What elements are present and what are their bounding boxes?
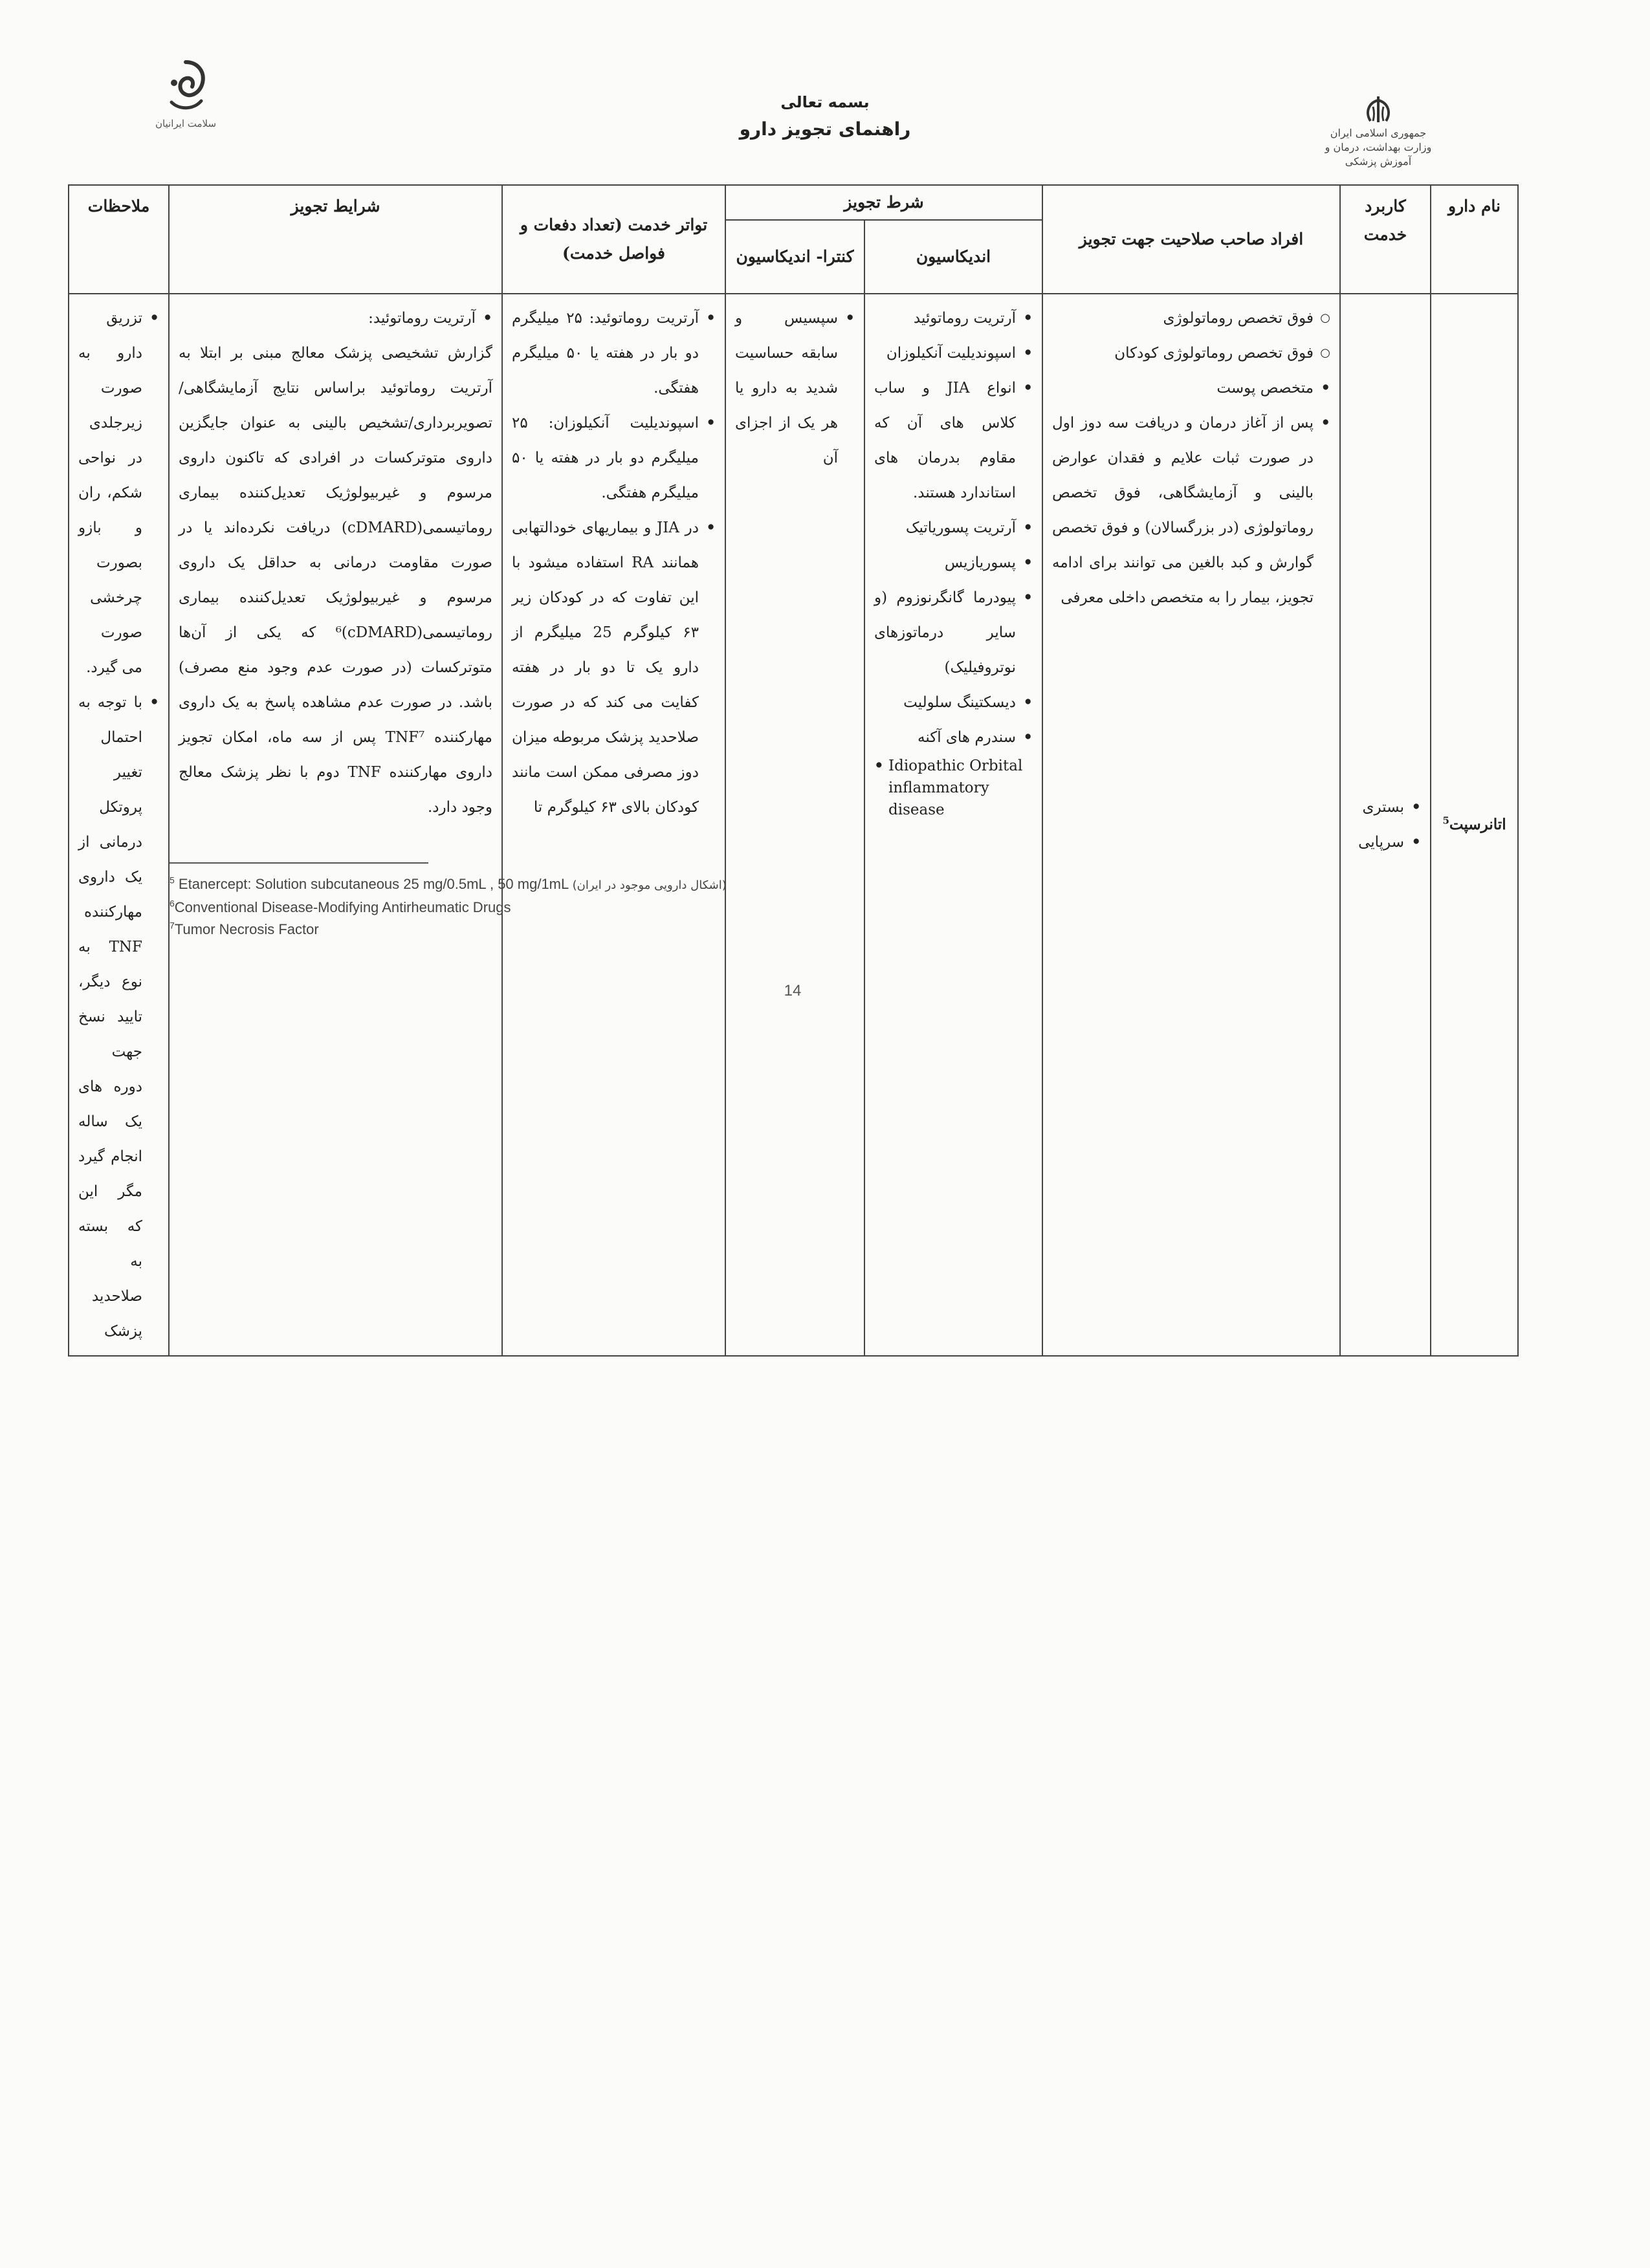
drug-name: اتانرسپت (1449, 816, 1506, 833)
prescriber-item: ○ فوق تخصص روماتولوژی کودکان (1052, 336, 1330, 371)
conditions-cell (169, 294, 502, 1356)
indication-cell (864, 294, 1042, 1356)
indication-item-english: • Idiopathic Orbital inflammatory disease (874, 755, 1033, 821)
prescribers-cell (1042, 294, 1340, 1356)
prescriber-item: • پس از آغاز درمان و دریافت سه دوز اول در صورت ثبات علایم و فقدان عوارض بالینی و آزمایشگاهی، فوق تخصص روماتولوژی (در بزرگسالان) و فوق تخصص گوارش و کبد بالغین می توانند برای ادامه تجویز، بیمار را به متخصص داخلی معرفی (1052, 406, 1330, 615)
header-bismillah: بسمه تعالی (780, 93, 870, 111)
footnote-number: 6 (170, 898, 175, 909)
frequency-item: • اسپوندیلیت آنکیلوزان: ۲۵ میلیگرم دو بار در هفته یا ۵۰ میلیگرم هفتگی. (512, 406, 716, 510)
footnote-suffix: (اشکال دارویی موجود در ایران) (572, 878, 727, 892)
contraindication-item: • سپسیس و سابقه حساسیت شدید به دارو یا هر یک از اجزای آن (735, 301, 855, 475)
right-logo-caption-1: جمهوری اسلامی ایران (1330, 127, 1427, 139)
conditions-title: • آرتریت روماتوئید: (179, 301, 492, 336)
notes-cell (69, 294, 169, 1356)
conditions-text: گزارش تشخیصی پزشک معالج مبنی بر ابتلا به آرتریت روماتوئید براساس نتایج آزمایشگاهی/تصویربرداری/تشخیص بالینی به عنوان جایگزین داروی متوترکسات در افرادی که تاکنون داروی مرسوم و غیربیولوژیک تعدیل‌کننده بیماری روماتیسمی(cDMARD) دریافت نکرده‌اند یا در صورت مقاومت درمانی به حداقل یک داروی مرسوم و غیربیولوژیک تعدیل‌کننده بیماری روماتیسمی(cDMARD)⁶ که یکی از آن‌ها متوترکسات (در صورت عدم وجود منع مصرف) باشد. در صورت عدم مشاهده پاسخ به یک داروی مهارکننده TNF⁷ پس از سه ماه، امکان تجویز داروی مهارکننده TNF دوم با نظر پزشک معالج وجود دارد. (179, 345, 492, 816)
header-drug-name: نام دارو (1431, 185, 1518, 294)
service-use-item: • بستری (1350, 790, 1421, 825)
footnote-item (170, 897, 1075, 919)
footnote-separator (170, 862, 428, 864)
drug-name-cell (1431, 294, 1518, 1356)
indication-item: • پیودرما گانگرنوزوم (و سایر درماتوزهای نوتروفیلیک) (874, 580, 1033, 685)
prescriber-item: • متخصص پوست (1052, 371, 1330, 406)
indication-item: • دیسکتینگ سلولیت (874, 685, 1033, 720)
indication-item: • انواع JIA و ساب کلاس های آن که مقاوم بدرمان های استاندارد هستند. (874, 371, 1033, 510)
indication-item: • سندرم های آکنه (874, 720, 1033, 755)
footnote-text: Tumor Necrosis Factor (174, 921, 319, 937)
table-header-row (69, 185, 1518, 220)
frequency-cell (502, 294, 725, 1356)
footnote-text: Conventional Disease-Modifying Antirheumatic Drugs (174, 899, 511, 915)
indication-item: • پسوریازیس (874, 545, 1033, 580)
page-number: 14 (784, 982, 802, 999)
header-conditions: شرایط تجویز (169, 185, 502, 294)
footnote-number: 5 (170, 875, 175, 886)
left-logo-caption: سلامت ایرانیان (155, 118, 217, 129)
frequency-item: • آرتریت روماتوئید: ۲۵ میلیگرم دو بار در هفته یا ۵۰ میلیگرم هفتگی. (512, 301, 716, 406)
header-contraindication: کنترا- اندیکاسیون (725, 220, 864, 294)
service-use-item: • سرپایی (1350, 825, 1421, 860)
header-frequency: تواتر خدمت (تعداد دفعات و فواصل خدمت) (502, 185, 725, 294)
header-prescribers: افراد صاحب صلاحیت جهت تجویز (1042, 185, 1340, 294)
prescription-guide-table (68, 184, 1519, 1357)
header-title: راهنمای تجویز دارو (739, 118, 911, 140)
indication-item: • آرتریت پسوریاتیک (874, 510, 1033, 545)
prescriber-item: ○ فوق تخصص روماتولوژی (1052, 301, 1330, 336)
footnote-number: 7 (170, 920, 175, 931)
frequency-item: • در JIA و بیماریهای خودالتهابی همانند RA استفاده میشود با این تفاوت که در کودکان زیر ۶۳ کیلوگرم 25 میلیگرم از دارو یک تا دو بار در هفته کفایت می کند که در صورت صلاحدید پزشک مربوطه میزان دوز مصرفی ممکن است مانند کودکان بالای ۶۳ کیلوگرم تا (512, 510, 716, 825)
footnote-item (170, 873, 1075, 897)
indication-item: • اسپوندیلیت آنکیلوزان (874, 336, 1033, 371)
right-logo-caption-2: وزارت بهداشت، درمان و آموزش پزشکی (1325, 141, 1432, 168)
indication-item: • آرتریت روماتوئید (874, 301, 1033, 336)
header-service-use: کاربرد خدمت (1340, 185, 1431, 294)
footnotes (170, 873, 1075, 941)
table-row (69, 294, 1518, 1356)
note-item: • تزریق دارو به صورت زیرجلدی در نواحی شکم، ران و بازو بصورت چرخشی صورت می گیرد. (78, 301, 159, 685)
drug-footnote-ref: 5 (1442, 814, 1449, 827)
footnote-text: Etanercept: Solution subcutaneous 25 mg/0.5mL , 50 mg/1mL (178, 876, 569, 892)
footnote-item (170, 919, 1075, 941)
service-use-cell (1340, 294, 1431, 1356)
note-item: • با توجه به احتمال تغییر پروتکل درمانی از یک داروی مهارکننده TNF به نوع دیگر، تایید نسخ جهت دوره های یک ساله انجام گیرد مگر این که بسته به صلاحدید پزشک (78, 685, 159, 1349)
page-header (0, 89, 1650, 144)
header-notes: ملاحظات (69, 185, 169, 294)
header-prescription-condition: شرط تجویز (725, 185, 1042, 220)
contraindication-cell (725, 294, 864, 1356)
header-indication: اندیکاسیون (864, 220, 1042, 294)
